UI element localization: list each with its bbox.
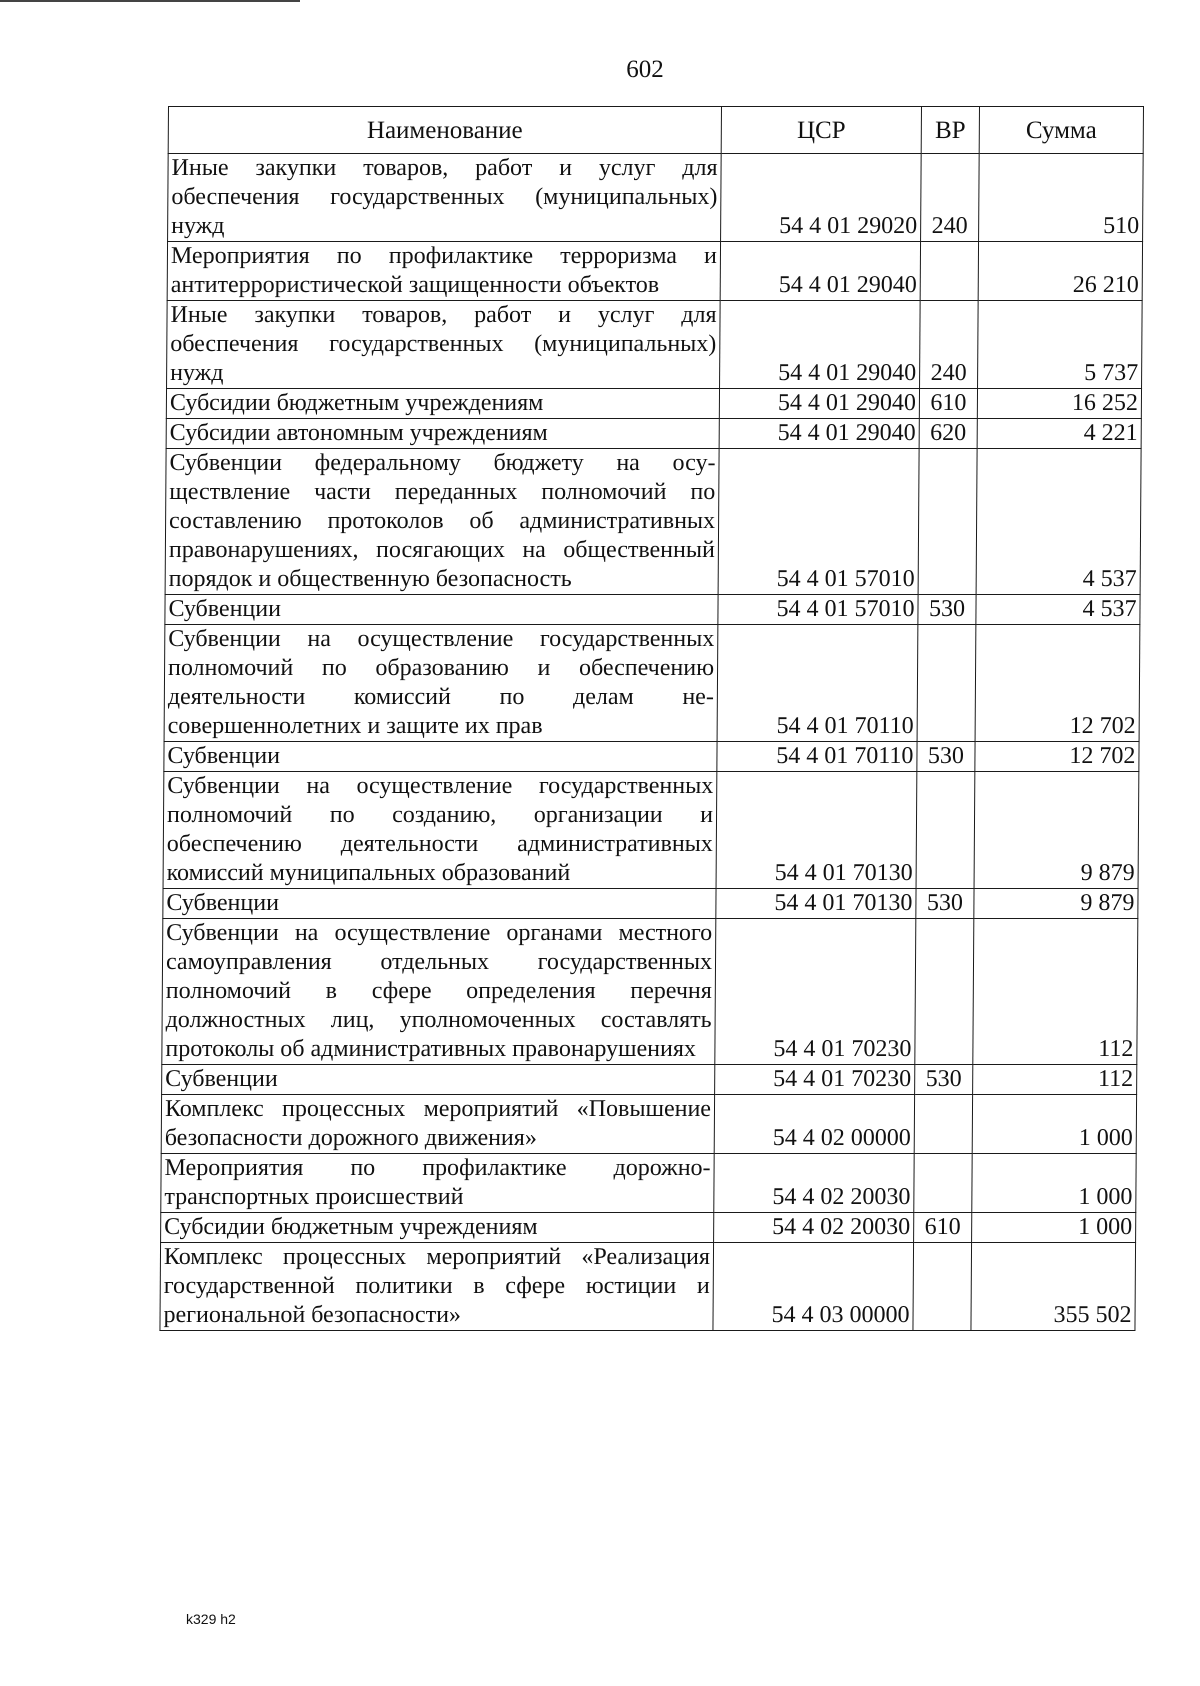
cell-vr: 530 [917, 742, 975, 772]
cell-name: Субсидии бюджетным учреждениям [166, 389, 719, 419]
top-edge-line [0, 0, 300, 2]
cell-csr: 54 4 02 20030 [714, 1213, 914, 1243]
cell-vr [916, 772, 975, 889]
table-row [161, 1154, 1136, 1213]
cell-csr: 54 4 01 70230 [715, 1065, 915, 1095]
cell-sum: 5 737 [978, 301, 1143, 389]
cell-name: Субвенции на осуществление государственных полномочий по образованию и обеспечению деятельности комиссий по делам несовершеннолетних и защите их прав [164, 625, 718, 742]
cell-csr: 54 4 01 70130 [716, 772, 917, 889]
cell-sum: 12 702 [975, 625, 1140, 742]
cell-name: Субвенции [165, 595, 718, 625]
cell-name: Комплекс процессных мероприятий «Повышение безопасности дорожного движения» [161, 1095, 714, 1154]
table-row [165, 595, 1140, 625]
cell-vr [915, 919, 974, 1065]
table-row [163, 772, 1139, 889]
table-row [164, 625, 1140, 742]
table-row [167, 242, 1142, 301]
cell-csr: 54 4 01 29040 [719, 389, 919, 419]
table-row [166, 419, 1141, 449]
cell-csr: 54 4 02 00000 [714, 1095, 914, 1154]
cell-sum: 1 000 [972, 1095, 1136, 1154]
cell-sum: 355 502 [971, 1243, 1136, 1331]
cell-sum: 510 [979, 154, 1144, 242]
cell-sum: 4 221 [977, 419, 1141, 449]
cell-csr: 54 4 01 70110 [717, 625, 918, 742]
cell-vr [917, 625, 976, 742]
table-row [161, 1213, 1136, 1243]
cell-csr: 54 4 03 00000 [713, 1243, 914, 1331]
cell-name: Иные закупки товаров, работ и услуг для обеспечения государственных (муниципальных) нужд [168, 154, 722, 242]
cell-vr: 610 [914, 1213, 972, 1243]
cell-sum: 4 537 [976, 449, 1141, 595]
table-row [164, 742, 1139, 772]
cell-name: Субсидии автономным учреждениям [166, 419, 719, 449]
cell-csr: 54 4 01 57010 [718, 449, 919, 595]
cell-vr: 620 [919, 419, 977, 449]
cell-name: Субвенции на осуществление органами местного самоуправления отдельных государственных полномочий в сфере определения перечня должностных лиц, уполномоченных составлять протоколы об административных правонарушениях [162, 919, 716, 1065]
cell-csr: 54 4 01 29040 [719, 419, 919, 449]
cell-name: Мероприятия по профилактике дорожно-транспортных происшествий [161, 1154, 714, 1213]
table-row [168, 154, 1144, 242]
cell-name: Иные закупки товаров, работ и услуг для обеспечения государственных (муниципальных) нужд [167, 301, 721, 389]
cell-vr: 240 [921, 154, 980, 242]
table-row [165, 449, 1141, 595]
cell-sum: 16 252 [977, 389, 1141, 419]
cell-sum: 12 702 [975, 742, 1139, 772]
cell-csr: 54 4 01 29020 [721, 154, 922, 242]
cell-name: Субвенции [162, 1065, 715, 1095]
cell-vr: 610 [919, 389, 977, 419]
cell-csr: 54 4 01 29040 [720, 242, 920, 301]
budget-table [159, 106, 1144, 1331]
cell-sum: 1 000 [972, 1154, 1136, 1213]
cell-vr [914, 1095, 972, 1154]
header-name: Наименование [168, 107, 721, 154]
header-sum: Сумма [979, 107, 1143, 154]
cell-vr [918, 449, 977, 595]
cell-vr: 530 [915, 1065, 973, 1095]
table-row [166, 389, 1141, 419]
cell-name: Комплекс процессных мероприятий «Реализация государственной политики в сфере юстиции и региональной безопасности» [160, 1243, 714, 1331]
cell-sum: 9 879 [974, 772, 1139, 889]
table-row [162, 919, 1138, 1065]
table-row [160, 1243, 1136, 1331]
cell-csr: 54 4 01 70130 [716, 889, 916, 919]
cell-csr: 54 4 01 70110 [717, 742, 917, 772]
cell-csr: 54 4 02 20030 [714, 1154, 914, 1213]
table-row [162, 1065, 1137, 1095]
header-csr: ЦСР [721, 107, 921, 154]
budget-table-container [159, 106, 1144, 1331]
cell-vr: 240 [920, 301, 979, 389]
table-row [163, 889, 1138, 919]
cell-sum: 9 879 [974, 889, 1138, 919]
cell-name: Субвенции федеральному бюджету на осуществление части переданных полномочий по составлению протоколов об административных правонарушениях, посягающих на общественный порядок и общественную безопасность [165, 449, 719, 595]
footer-code: k329 h2 [186, 1611, 236, 1627]
cell-vr: 530 [918, 595, 976, 625]
header-vr: ВР [921, 107, 979, 154]
table-row [161, 1095, 1136, 1154]
cell-vr [913, 1243, 972, 1331]
cell-sum: 112 [973, 919, 1138, 1065]
cell-name: Мероприятия по профилактике терроризма и антитеррористической защищенности объектов [167, 242, 720, 301]
cell-sum: 26 210 [978, 242, 1142, 301]
cell-sum: 1 000 [972, 1213, 1136, 1243]
cell-name: Субвенции [164, 742, 717, 772]
page-number: 602 [626, 56, 664, 83]
cell-vr [920, 242, 978, 301]
cell-name: Субвенции [163, 889, 716, 919]
cell-sum: 112 [973, 1065, 1137, 1095]
cell-vr [914, 1154, 972, 1213]
table-header-row [168, 107, 1143, 154]
cell-csr: 54 4 01 57010 [718, 595, 918, 625]
cell-name: Субвенции на осуществление государственных полномочий по созданию, организации и обеспечению деятельности административных комиссий муниципальных образований [163, 772, 717, 889]
cell-name: Субсидии бюджетным учреждениям [161, 1213, 714, 1243]
cell-csr: 54 4 01 70230 [715, 919, 916, 1065]
cell-vr: 530 [916, 889, 974, 919]
cell-sum: 4 537 [976, 595, 1140, 625]
cell-csr: 54 4 01 29040 [720, 301, 921, 389]
table-row [167, 301, 1143, 389]
